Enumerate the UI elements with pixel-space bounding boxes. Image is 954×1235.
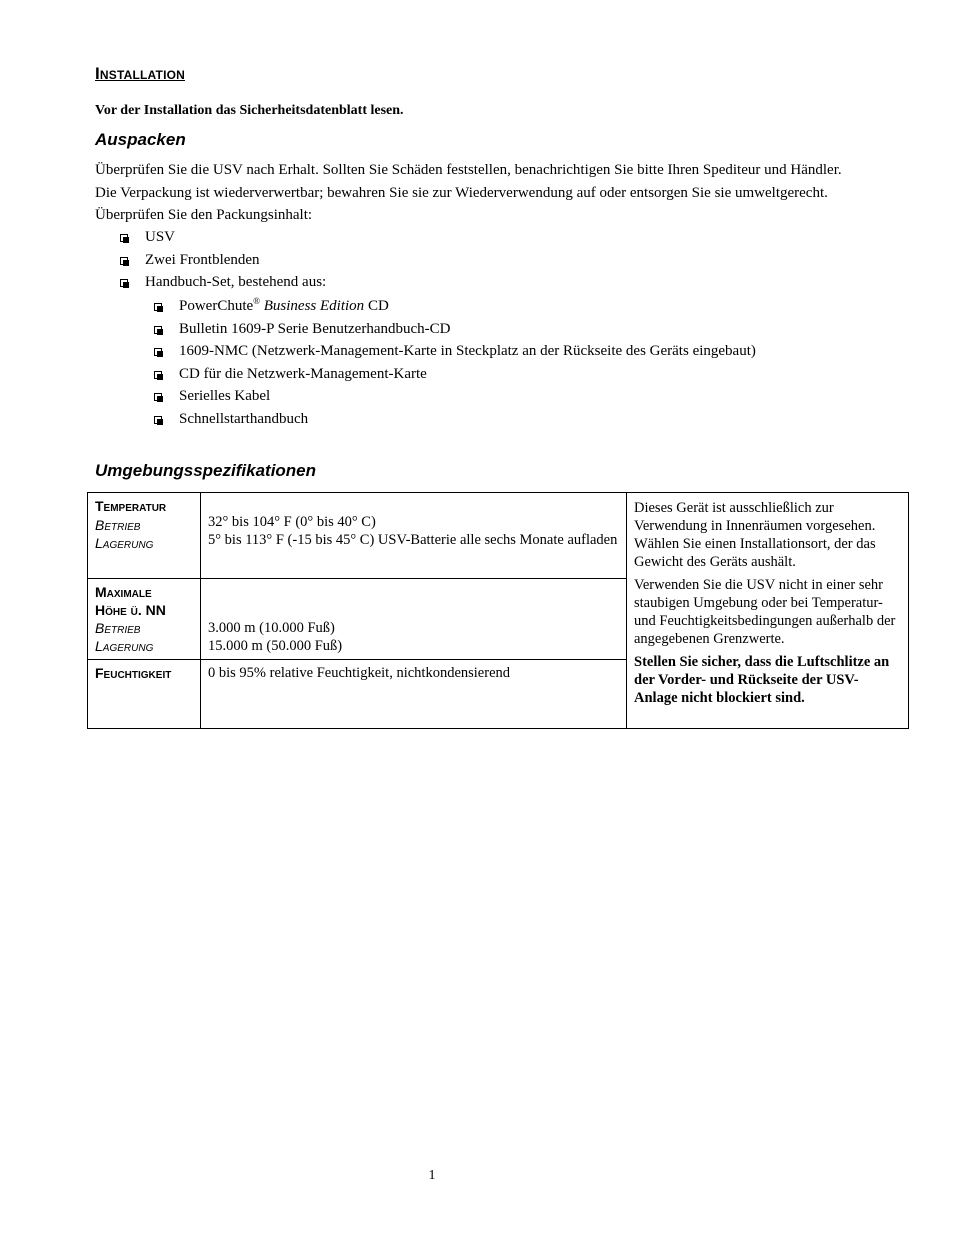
checkbox-icon [154,326,162,334]
environment-heading: Umgebungsspezifikationen [95,461,317,480]
list-item: CD für die Netzwerk-Management-Karte [153,363,756,386]
list-item: 1609-NMC (Netzwerk-Management-Karte in Steckplatz an der Rückseite des Geräts eingebaut) [153,340,756,363]
checkbox-icon [120,234,128,242]
list-item: Schnellstarthandbuch [153,408,756,431]
unpacking-paragraph-1: Überprüfen Sie die USV nach Erhalt. Sollten Sie Schäden feststellen, benachrichtigen Sie bitte Ihren Spediteur und Händler. [95,162,842,178]
temperature-value-cell: 32° bis 104° F (0° bis 40° C) 5° bis 113° F (-15 bis 45° C) USV-Batterie alle sechs Monate aufladen [201,493,627,579]
unpacking-heading: Auspacken [95,130,186,149]
checkbox-icon [154,348,162,356]
list-item: PowerChute® Business Edition CD [153,295,756,318]
environment-notes-cell: Dieses Gerät ist ausschließlich zur Verwendung in Innenräumen vorgesehen. Wählen Sie einen Installationsort, der das Gewicht des Geräts aushält. Verwenden Sie die USV nicht in einer sehr staubigen Umgebung oder bei Temperatur- und Feuchtigkeitsbedingungen außerhalb der angegebenen Grenzwerte. Stellen Sie sicher, dass die Luftschlitze an der Vorder- und Rückseite der USV-Anlage nicht blockiert sind. [627,493,909,729]
list-item: USV [119,226,326,249]
checkbox-icon [154,393,162,401]
unpacking-paragraph-2: Die Verpackung ist wiederverwertbar; bewahren Sie sie zur Wiederverwendung auf oder entsorgen Sie sie umweltgerecht. [95,185,828,201]
list-item: Bulletin 1609-P Serie Benutzerhandbuch-CD [153,318,756,341]
altitude-label-cell: Maximale Höhe ü. NN Betrieb Lagerung [88,579,201,660]
page-number: 1 [428,1168,436,1183]
package-contents-list [119,226,326,294]
checkbox-icon [120,279,128,287]
checkbox-icon [154,416,162,424]
checkbox-icon [154,371,162,379]
table-row [88,493,909,579]
temperature-label-cell: Temperatur Betrieb Lagerung [88,493,201,579]
list-item: Serielles Kabel [153,385,756,408]
humidity-label-cell: Feuchtigkeit [88,660,201,729]
environment-specs-table [87,492,909,729]
section-title: Installation [95,64,185,83]
altitude-value-cell: 3.000 m (10.000 Fuß) 15.000 m (50.000 Fuß) [201,579,627,660]
unpacking-paragraph-3: Überprüfen Sie den Packungsinhalt: [95,207,313,223]
list-item: Handbuch-Set, bestehend aus: [119,271,326,294]
checkbox-icon [120,257,128,265]
list-item: Zwei Frontblenden [119,249,326,272]
safety-notice: Vor der Installation das Sicherheitsdatenblatt lesen. [95,103,404,118]
checkbox-icon [154,303,162,311]
manual-set-list [153,295,756,431]
humidity-value-cell: 0 bis 95% relative Feuchtigkeit, nichtkondensierend [201,660,627,729]
